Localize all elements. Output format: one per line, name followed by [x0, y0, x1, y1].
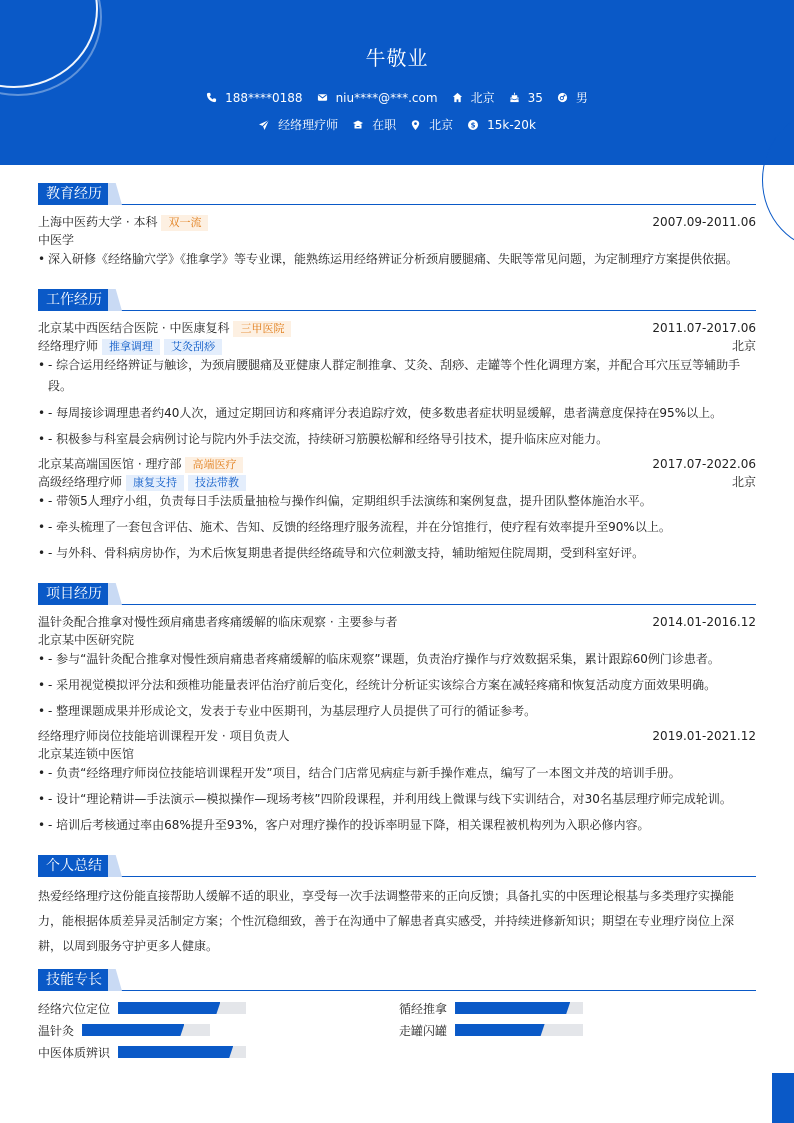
skill-name: 温针灸 [38, 1023, 75, 1038]
contact-city [452, 89, 495, 106]
skill-item [38, 1021, 210, 1039]
gender-icon [557, 92, 568, 103]
skill-item [38, 999, 246, 1017]
section-title-tail [108, 855, 122, 877]
list-item: • - 负责“经络理疗师岗位技能培训课程开发”项目，结合门店常见病症与新手操作难点，编写了一本图文并茂的培训手册。 [38, 763, 756, 784]
project-org: 北京某中医研究院 [38, 633, 135, 647]
list-item: • - 参与“温针灸配合推拿对慢性颈肩痛患者疼痛缓解的临床观察”课题，负责治疗操作与疗效数据采集，累计跟踪60例门诊患者。 [38, 649, 756, 670]
skill-name: 走罐闪罐 [399, 1023, 448, 1038]
role-tag: 艾灸刮痧 [164, 339, 222, 355]
skill-bar [82, 1024, 210, 1036]
cake-icon [509, 92, 520, 103]
contact-age [509, 89, 543, 106]
major-name: 中医学 [38, 233, 75, 247]
project-org-row [38, 631, 756, 649]
home-icon [452, 92, 463, 103]
skill-bar-fill [82, 1024, 184, 1036]
list-item: • - 设计“理论精讲—手法演示—模拟操作—现场考核”四阶段课程，并利用线上微课与线下实训结合，对30名基层理疗师完成轮训。 [38, 789, 756, 810]
intent-job [258, 116, 338, 133]
contact-gender [557, 89, 588, 106]
list-item: • 深入研修《经络腧穴学》《推拿学》等专业课，能熟练运用经络辨证分析颈肩腰腿痛、失眠等常见问题，为定制理疗方案提供依据。 [38, 249, 756, 270]
candidate-name: 牛敬业 [365, 46, 429, 70]
skill-name: 循经推拿 [399, 1001, 448, 1016]
intent-status [352, 116, 396, 133]
section-title: 技能专长 [38, 969, 110, 991]
school-name: 上海中医药大学 · 本科 [38, 215, 158, 229]
work-header-row [38, 455, 756, 473]
work-city: 北京 [731, 339, 756, 353]
education-date: 2007.09-2011.06 [652, 215, 756, 229]
project-header-row [38, 613, 756, 631]
section-header [38, 583, 756, 605]
education-header-row [38, 213, 756, 231]
projects-section [38, 583, 756, 839]
job-text: 经络理疗师 [278, 118, 339, 132]
intent-salary [467, 116, 536, 133]
section-title-tail [108, 289, 122, 311]
list-item: • - 牵头梳理了一套包含评估、施术、告知、反馈的经络理疗服务流程，并在分馆推行，使疗程有效率提升至90%以上。 [38, 517, 756, 538]
section-title-tail [108, 183, 122, 205]
phone-icon [206, 92, 217, 103]
company-tag: 三甲医院 [233, 321, 291, 337]
section-title: 工作经历 [38, 289, 110, 311]
school-tag: 双一流 [161, 215, 208, 231]
skill-bar [118, 1046, 246, 1058]
list-item: • - 带领5人理疗小组，负责每日手法质量抽检与操作纠偏，定期组织手法演练和案例复盘，提升团队整体施治水平。 [38, 491, 756, 512]
svg-text:$: $ [470, 121, 476, 130]
list-item: • - 培训后考核通过率由68%提升至93%，客户对理疗操作的投诉率明显下降，相关课程被机构列为入职必修内容。 [38, 815, 756, 836]
project-name: 温针灸配合推拿对慢性颈肩痛患者疼痛缓解的临床观察 · 主要参与者 [38, 615, 398, 629]
mail-icon [317, 92, 328, 103]
skill-name: 经络穴位定位 [38, 1001, 111, 1016]
skill-item [399, 999, 583, 1017]
role-row [38, 337, 756, 355]
salary-text: 15k-20k [487, 117, 536, 132]
list-item: • - 每周接诊调理患者约40人次，通过定期回访和疼痛评分表追踪疗效，使多数患者症状明显缓解，患者满意度保持在95%以上。 [38, 403, 756, 424]
location-text: 北京 [429, 118, 454, 132]
skill-name: 中医体质辨识 [38, 1045, 111, 1060]
project-date: 2019.01-2021.12 [652, 729, 756, 743]
phone-text: 188****0188 [225, 90, 303, 105]
skill-item [38, 1043, 246, 1061]
section-title-tail [108, 583, 122, 605]
location-icon [410, 119, 421, 131]
city-text: 北京 [470, 91, 495, 105]
role-name: 经络理疗师 [38, 339, 99, 353]
list-item: • - 与外科、骨科病房协作，为术后恢复期患者提供经络疏导和穴位刺激支持，辅助缩短住院周期，受到科室好评。 [38, 543, 756, 564]
list-item: • - 综合运用经络辨证与触诊，为颈肩腰腿痛及亚健康人群定制推拿、艾灸、刮痧、走罐等个性化调理方案，并配合耳穴压豆等辅助手段。 [38, 355, 744, 397]
role-tag: 推拿调理 [102, 339, 160, 355]
project-name: 经络理疗师岗位技能培训课程开发 · 项目负责人 [38, 729, 290, 743]
role-row [38, 473, 756, 491]
project-header-row [38, 727, 756, 745]
section-header [38, 855, 756, 877]
summary-text: 热爱经络理疗这份能直接帮助人缓解不适的职业，享受每一次手法调整带来的正向反馈；具备扎实的中医理论根基与多类理疗实操能力，能根据体质差异灵活制定方案；个性沉稳细致，善于在沟通中了解患者真实感受，并持续进修新知识；期望在专业理疗岗位上深耕，以周到服务守护更多人健康。 [38, 889, 735, 953]
salary-icon [467, 119, 479, 131]
skill-bar-fill [455, 1002, 570, 1014]
section-header [38, 289, 756, 311]
intent-location [410, 116, 453, 133]
project-org: 北京某连锁中医馆 [38, 747, 135, 761]
section-header [38, 183, 756, 205]
skill-bar [455, 1024, 583, 1036]
list-item: • - 整理课题成果并形成论文，发表于专业中医期刊，为基层理疗人员提供了可行的循证参考。 [38, 701, 756, 722]
work-date: 2011.07-2017.06 [652, 321, 756, 335]
intent-row [0, 116, 794, 133]
role-tag: 技法带教 [188, 475, 246, 491]
skill-bar-fill [118, 1046, 233, 1058]
work-section [38, 289, 756, 569]
section-title: 教育经历 [38, 183, 110, 205]
age-text: 35 [527, 90, 543, 105]
company-name: 北京某高端国医馆 · 理疗部 [38, 457, 182, 471]
skill-bar-fill [455, 1024, 545, 1036]
section-title: 项目经历 [38, 583, 110, 605]
email-text: niu****@***.com [335, 90, 438, 105]
skills-section [38, 969, 756, 1069]
skill-bar [118, 1002, 246, 1014]
resume-header [0, 0, 794, 165]
work-header-row [38, 319, 756, 337]
major-row [38, 231, 756, 249]
gender-text: 男 [575, 91, 588, 105]
skill-bar [455, 1002, 583, 1014]
work-date: 2017.07-2022.06 [652, 457, 756, 471]
work-city: 北京 [731, 475, 756, 489]
status-icon [352, 119, 364, 131]
skill-bar-fill [118, 1002, 220, 1014]
section-title-tail [108, 969, 122, 991]
summary-section [38, 855, 756, 955]
corner-decor [772, 1073, 794, 1123]
send-icon [258, 119, 270, 131]
section-title: 个人总结 [38, 855, 110, 877]
skill-item [399, 1021, 583, 1039]
contact-email [317, 89, 438, 106]
project-org-row [38, 745, 756, 763]
company-name: 北京某中西医结合医院 · 中医康复科 [38, 321, 230, 335]
education-section [38, 183, 756, 273]
list-item: • - 采用视觉模拟评分法和颈椎功能量表评估治疗前后变化，经统计分析证实该综合方案在减轻疼痛和恢复活动度方面效果明确。 [38, 675, 756, 696]
project-date: 2014.01-2016.12 [652, 615, 756, 629]
company-tag: 高端医疗 [185, 457, 243, 473]
list-item: • - 积极参与科室晨会病例讨论与院内外手法交流，持续研习筋膜松解和经络导引技术，提升临床应对能力。 [38, 429, 756, 450]
section-header [38, 969, 756, 991]
role-name: 高级经络理疗师 [38, 475, 123, 489]
contact-row [0, 89, 794, 106]
contact-phone [206, 89, 302, 106]
role-tag: 康复支持 [126, 475, 184, 491]
status-text: 在职 [372, 118, 397, 132]
